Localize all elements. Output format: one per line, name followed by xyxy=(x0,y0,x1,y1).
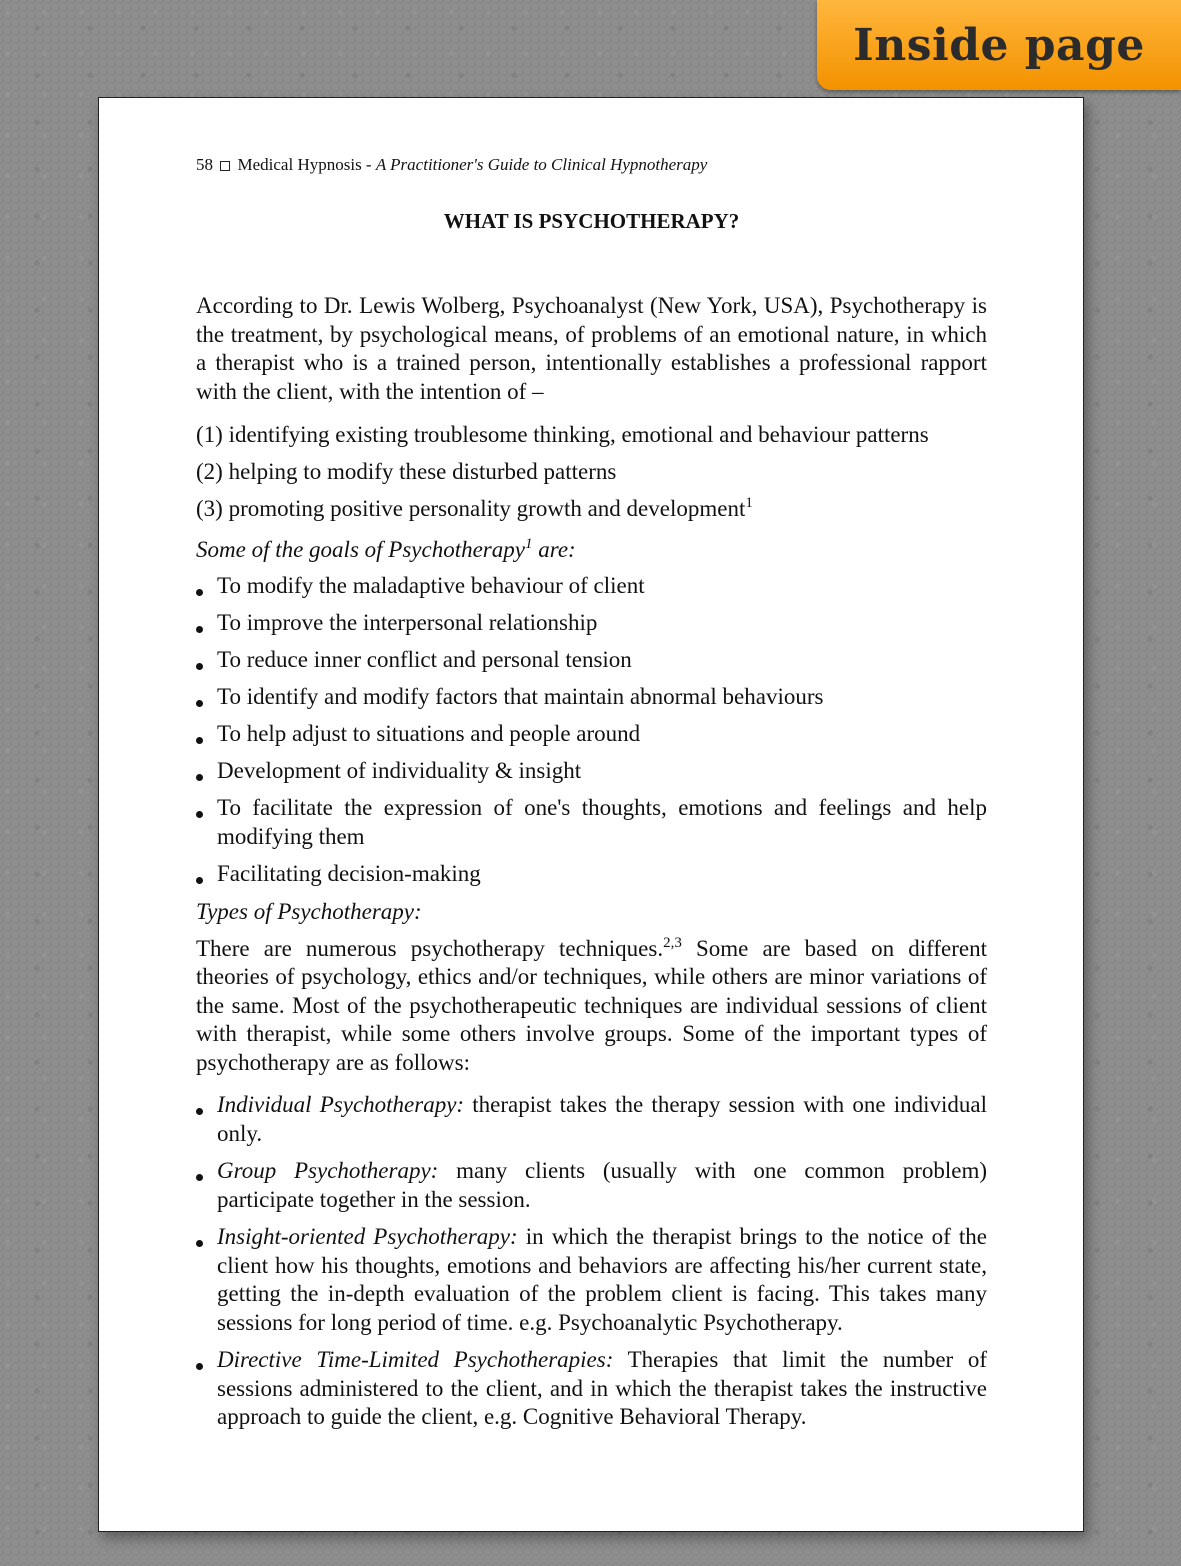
type-term: Individual Psychotherapy: xyxy=(217,1092,465,1117)
footnote-ref: 2,3 xyxy=(663,934,682,951)
list-item: To reduce inner conflict and personal tension xyxy=(196,646,987,675)
list-item: (2) helping to modify these disturbed patterns xyxy=(196,459,617,484)
footnote-ref: 1 xyxy=(745,495,753,511)
goals-heading: Some of the goals of Psychotherapy$^1$ are: xyxy=(196,535,576,562)
list-item: Facilitating decision-making xyxy=(196,860,987,889)
types-list xyxy=(196,1091,987,1432)
list-item: Directive Time-Limited Psychotherapies: Therapies that limit the number of sessions administered to the client, and in which the therapist takes the instructive approach to guide the client, e.g. Cognitive Behavioral Therapy. xyxy=(196,1346,987,1432)
types-heading: Types of Psychotherapy: xyxy=(196,899,422,924)
footnote-ref: 1 xyxy=(524,535,533,552)
list-item: Development of individuality & insight xyxy=(196,757,987,786)
book-title: Medical Hypnosis - xyxy=(237,155,372,174)
square-bullet-icon xyxy=(220,161,230,171)
type-term: Insight-oriented Psychotherapy: xyxy=(217,1224,518,1249)
type-term: Group Psychotherapy: xyxy=(217,1158,439,1183)
intentions-list xyxy=(196,421,987,524)
list-item: (3) promoting positive personality growth and development$^1$ xyxy=(196,495,753,521)
page-number: 58 xyxy=(196,155,213,174)
list-item: Insight-oriented Psychotherapy: in which the therapist brings to the notice of the client how his thoughts, emotions and behaviors are affecting his/her current state, getting the in-depth evaluation of the problem client is facing. This takes many sessions for long period of time. e.g. Psychoanalytic Psychotherapy. xyxy=(196,1223,987,1337)
list-item: To identify and modify factors that maintain abnormal behaviours xyxy=(196,683,987,712)
list-item: To modify the maladaptive behaviour of client xyxy=(196,572,987,601)
list-item: Group Psychotherapy: many clients (usually with one common problem) participate together in the session. xyxy=(196,1157,987,1214)
book-subtitle: A Practitioner's Guide to Clinical Hypnotherapy xyxy=(375,155,708,174)
running-head xyxy=(196,154,987,176)
book-page xyxy=(98,97,1084,1532)
page-title: WHAT IS PSYCHOTHERAPY? xyxy=(443,209,740,233)
list-item: To improve the interpersonal relationship xyxy=(196,609,987,638)
list-item: (1) identifying existing troublesome thinking, emotional and behaviour patterns xyxy=(196,422,929,447)
inside-page-badge: Inside page xyxy=(817,0,1181,90)
list-item: To facilitate the expression of one's thoughts, emotions and feelings and help modifying them xyxy=(196,794,987,851)
list-item: Individual Psychotherapy: therapist takes the therapy session with one individual only. xyxy=(196,1091,987,1148)
types-paragraph: There are numerous psychotherapy techniques.$^{2,3}$ Some are based on different theories of psychology, ethics and/or techniques, while others are minor variations of the same. Most of the psychotherapeutic techniques are individual sessions of client with therapist, while some others involve groups. Some of the important types of psychotherapy are as follows: xyxy=(196,934,987,1075)
goals-list xyxy=(196,572,987,888)
type-term: Directive Time-Limited Psychotherapies: xyxy=(217,1347,614,1372)
list-item: To help adjust to situations and people around xyxy=(196,720,987,749)
intro-paragraph: According to Dr. Lewis Wolberg, Psychoanalyst (New York, USA), Psychotherapy is the treatment, by psychological means, of problems of an emotional nature, in which a therapist who is a trained person, intentionally establishes a professional rapport with the client, with the intention of – xyxy=(196,293,987,404)
